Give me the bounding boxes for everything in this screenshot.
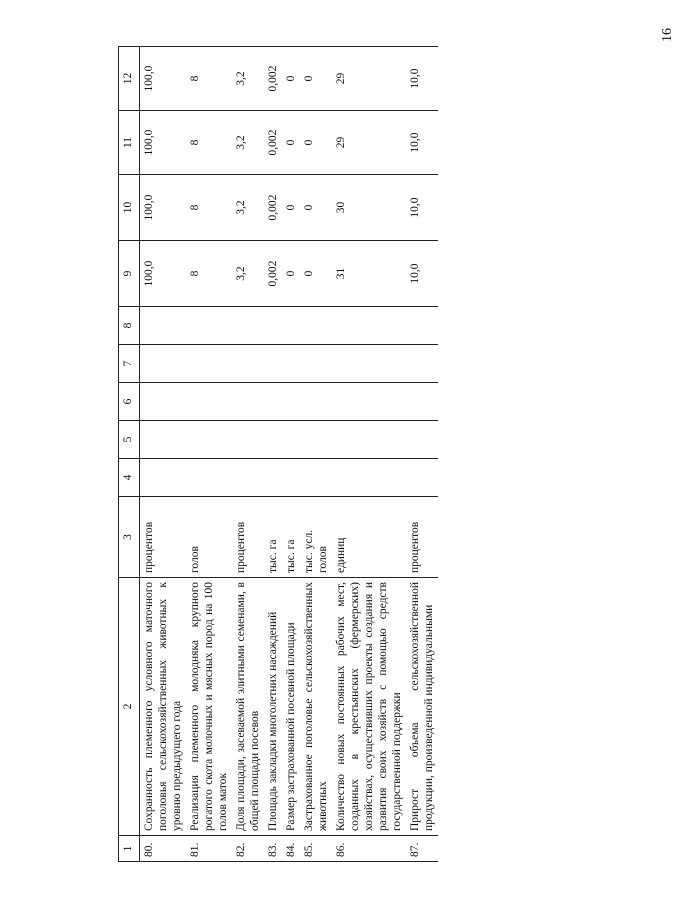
unit-cell: тыс. га (264, 497, 282, 578)
value-cell (140, 345, 187, 383)
indicator-name: Сохранность племенного условного маточного поголовья сельскохозяйственных животных к уровню предыдущего года (140, 578, 187, 836)
table-row (232, 47, 264, 862)
unit-cell: тыс. усл. голов (300, 497, 332, 578)
value-cell (140, 307, 187, 345)
value-cell: 3,2 (232, 47, 264, 111)
value-cell: 0 (300, 47, 332, 111)
value-cell: 0,002 (264, 175, 282, 241)
unit-cell: процентов (406, 497, 438, 578)
table-row (186, 47, 232, 862)
value-cell (332, 383, 406, 421)
table-row (264, 47, 282, 862)
value-cell (300, 383, 332, 421)
value-cell (332, 307, 406, 345)
value-cell (300, 345, 332, 383)
value-cell: 100,0 (140, 241, 187, 307)
column-header: 2 (119, 578, 140, 836)
row-number: 82. (232, 836, 264, 862)
value-cell: 0 (300, 175, 332, 241)
column-header: 12 (119, 47, 140, 111)
table-container (118, 47, 438, 862)
value-cell: 100,0 (140, 111, 187, 175)
indicator-name: Площадь закладки многолетних насаждений (264, 578, 282, 836)
value-cell: 100,0 (140, 175, 187, 241)
value-cell: 0,002 (264, 241, 282, 307)
value-cell (232, 307, 264, 345)
unit-cell: голов (186, 497, 232, 578)
column-header: 5 (119, 421, 140, 459)
column-header: 10 (119, 175, 140, 241)
value-cell (300, 421, 332, 459)
value-cell (406, 307, 438, 345)
header-row (119, 47, 140, 862)
value-cell: 29 (332, 47, 406, 111)
value-cell: 0 (282, 241, 300, 307)
value-cell: 0 (282, 175, 300, 241)
row-number: 83. (264, 836, 282, 862)
value-cell: 3,2 (232, 241, 264, 307)
table-row (282, 47, 300, 862)
column-header: 9 (119, 241, 140, 307)
value-cell (264, 307, 282, 345)
value-cell (406, 459, 438, 497)
value-cell: 10,0 (406, 111, 438, 175)
value-cell (186, 383, 232, 421)
value-cell (282, 421, 300, 459)
indicator-name: Реализация племенного молодняка крупного рогатого скота молочных и мясных пород на 100 голов маток (186, 578, 232, 836)
value-cell: 8 (186, 111, 232, 175)
value-cell (140, 459, 187, 497)
value-cell (300, 459, 332, 497)
value-cell (232, 383, 264, 421)
row-number: 87. (406, 836, 438, 862)
value-cell (186, 345, 232, 383)
unit-cell: единиц (332, 497, 406, 578)
indicators-table (118, 46, 438, 862)
indicator-name: Количество новых постоянных рабочих мест, созданных в крестьянских (фермерских) хозяйствах, осуществивших проекты создания и развития своих хозяйств с помощью средств государственной поддержки (332, 578, 406, 836)
value-cell: 8 (186, 241, 232, 307)
row-number: 84. (282, 836, 300, 862)
value-cell (332, 459, 406, 497)
value-cell (406, 383, 438, 421)
indicator-name: Застрахованное поголовье сельскохозяйственных животных (300, 578, 332, 836)
value-cell (186, 459, 232, 497)
value-cell: 8 (186, 47, 232, 111)
table-row (332, 47, 406, 862)
value-cell (264, 383, 282, 421)
value-cell (406, 421, 438, 459)
unit-cell: процентов (140, 497, 187, 578)
value-cell (264, 421, 282, 459)
value-cell: 30 (332, 175, 406, 241)
value-cell (282, 459, 300, 497)
column-header: 1 (119, 836, 140, 862)
value-cell (264, 345, 282, 383)
unit-cell: тыс. га (282, 497, 300, 578)
value-cell: 3,2 (232, 111, 264, 175)
value-cell (282, 307, 300, 345)
table-row (406, 47, 438, 862)
value-cell (186, 307, 232, 345)
column-header: 4 (119, 459, 140, 497)
indicator-name: Размер застрахованной посевной площади (282, 578, 300, 836)
indicator-name: Доля площади, засеваемой элитными семенами, в общей площади посевов (232, 578, 264, 836)
value-cell: 0 (300, 111, 332, 175)
value-cell (282, 383, 300, 421)
value-cell (140, 421, 187, 459)
value-cell: 0,002 (264, 111, 282, 175)
table-row (140, 47, 187, 862)
value-cell: 100,0 (140, 47, 187, 111)
row-number: 85. (300, 836, 332, 862)
column-header: 7 (119, 345, 140, 383)
unit-cell: процентов (232, 497, 264, 578)
value-cell: 29 (332, 111, 406, 175)
value-cell (232, 345, 264, 383)
value-cell: 0 (300, 241, 332, 307)
value-cell (140, 383, 187, 421)
row-number: 86. (332, 836, 406, 862)
value-cell: 10,0 (406, 241, 438, 307)
value-cell (186, 421, 232, 459)
row-number: 81. (186, 836, 232, 862)
value-cell: 0,002 (264, 47, 282, 111)
table-row (300, 47, 332, 862)
value-cell (300, 307, 332, 345)
value-cell: 10,0 (406, 47, 438, 111)
value-cell: 10,0 (406, 175, 438, 241)
value-cell (232, 421, 264, 459)
value-cell (406, 345, 438, 383)
value-cell (282, 345, 300, 383)
row-number: 80. (140, 836, 187, 862)
value-cell: 8 (186, 175, 232, 241)
value-cell (232, 459, 264, 497)
indicator-name: Прирост объема сельскохозяйственной продукции, произведенной индивидуальными (406, 578, 438, 836)
page-number: 16 (660, 28, 675, 42)
column-header: 3 (119, 497, 140, 578)
value-cell (264, 459, 282, 497)
column-header: 8 (119, 307, 140, 345)
value-cell: 0 (282, 111, 300, 175)
value-cell (332, 421, 406, 459)
value-cell: 3,2 (232, 175, 264, 241)
value-cell: 31 (332, 241, 406, 307)
column-header: 6 (119, 383, 140, 421)
column-header: 11 (119, 111, 140, 175)
value-cell: 0 (282, 47, 300, 111)
value-cell (332, 345, 406, 383)
